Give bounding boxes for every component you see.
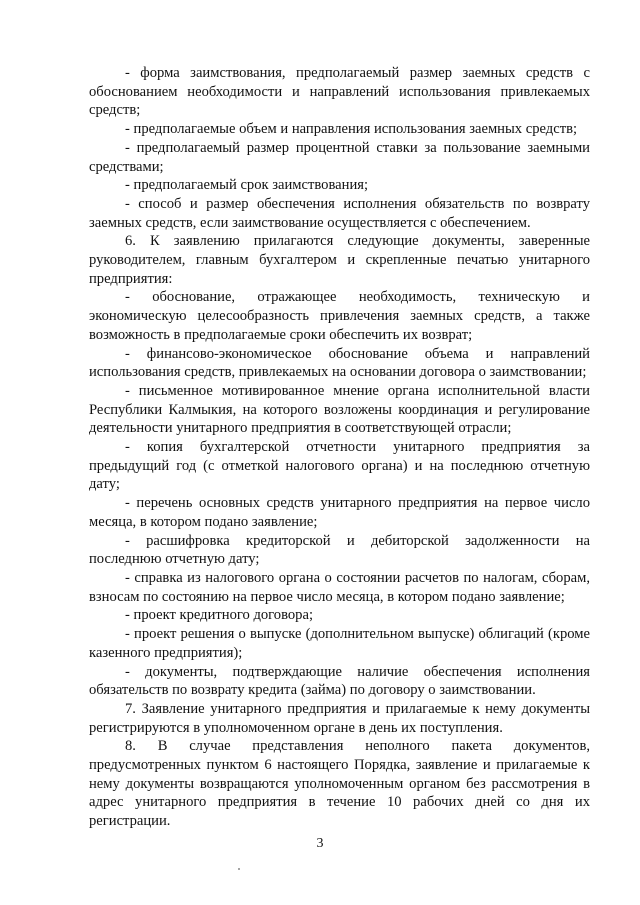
- paragraph-volume-directions: - предполагаемые объем и направления использования заемных средств;: [125, 121, 578, 138]
- paragraph-borrowing-term: - предполагаемый срок заимствования;: [125, 177, 369, 194]
- paragraph-borrowing-form: - форма заимствования, предполагаемый размер заемных средств с обоснованием необходимости и направлений использования привлекаемых средств;: [89, 65, 590, 119]
- paragraph-security-documents: - документы, подтверждающие наличие обеспечения исполнения обязательств по возврату кредита (займа) по договору о заимствовании.: [89, 663, 590, 699]
- paragraph-fixed-assets-list: - перечень основных средств унитарного предприятия на первое число месяца, в котором подано заявление;: [89, 495, 590, 530]
- document-body: [89, 64, 590, 831]
- paragraph-accounting-copy: - копия бухгалтерской отчетности унитарного предприятия за предыдущий год (с отметкой налогового органа) и на последнюю отчетную дату;: [89, 439, 590, 493]
- paragraph-item-7: 7. Заявление унитарного предприятия и прилагаемые к нему документы регистрируются в уполномоченном органе в день их поступления.: [89, 700, 590, 736]
- paragraph-item-6: 6. К заявлению прилагаются следующие документы, заверенные руководителем, главным бухгалтером и скрепленные печатью унитарного предприятия:: [89, 233, 590, 287]
- paragraph-item-8: 8. В случае представления неполного пакета документов, предусмотренных пунктом 6 настоящего Порядка, заявление и прилагаемые к нему документы возвращаются уполномоченным органом без рассмотрения в адрес унитарного предприятия в течение 10 рабочих дней со дня их регистрации.: [89, 738, 590, 830]
- scan-speck: [238, 868, 240, 870]
- paragraph-justification: - обоснование, отражающее необходимость, техническую и экономическую целесообразность привлечения заемных средств, а также возможность в предполагаемые сроки обеспечить их возврат;: [89, 289, 590, 343]
- paragraph-financial-justification: - финансово-экономическое обоснование объема и направлений использования средств, привлекаемых на основании договора о заимствовании;: [89, 345, 590, 381]
- paragraph-debt-breakdown: - расшифровка кредиторской и дебиторской задолженности на последнюю отчетную дату;: [89, 532, 590, 568]
- paragraph-credit-agreement-draft: - проект кредитного договора;: [125, 607, 314, 624]
- paragraph-interest-rate: - предполагаемый размер процентной ставки за пользование заемными средствами;: [89, 139, 590, 175]
- paragraph-written-opinion: - письменное мотивированное мнение органа исполнительной власти Республики Калмыкия, на которого возложены координация и регулирование деятельности унитарного предприятия в соответствующей отрасли;: [89, 382, 590, 437]
- page-number: 3: [316, 836, 324, 851]
- paragraph-security-method: - способ и размер обеспечения исполнения обязательств по возврату заемных средств, если заимствование осуществляется с обеспечением.: [89, 195, 590, 231]
- paragraph-tax-certificate: - справка из налогового органа о состоянии расчетов по налогам, сборам, взносам по состоянию на первое число месяца, в котором подано заявление;: [89, 569, 590, 605]
- paragraph-bond-issue-draft: - проект решения о выпуске (дополнительном выпуске) облигаций (кроме казенного предприятия);: [89, 626, 590, 661]
